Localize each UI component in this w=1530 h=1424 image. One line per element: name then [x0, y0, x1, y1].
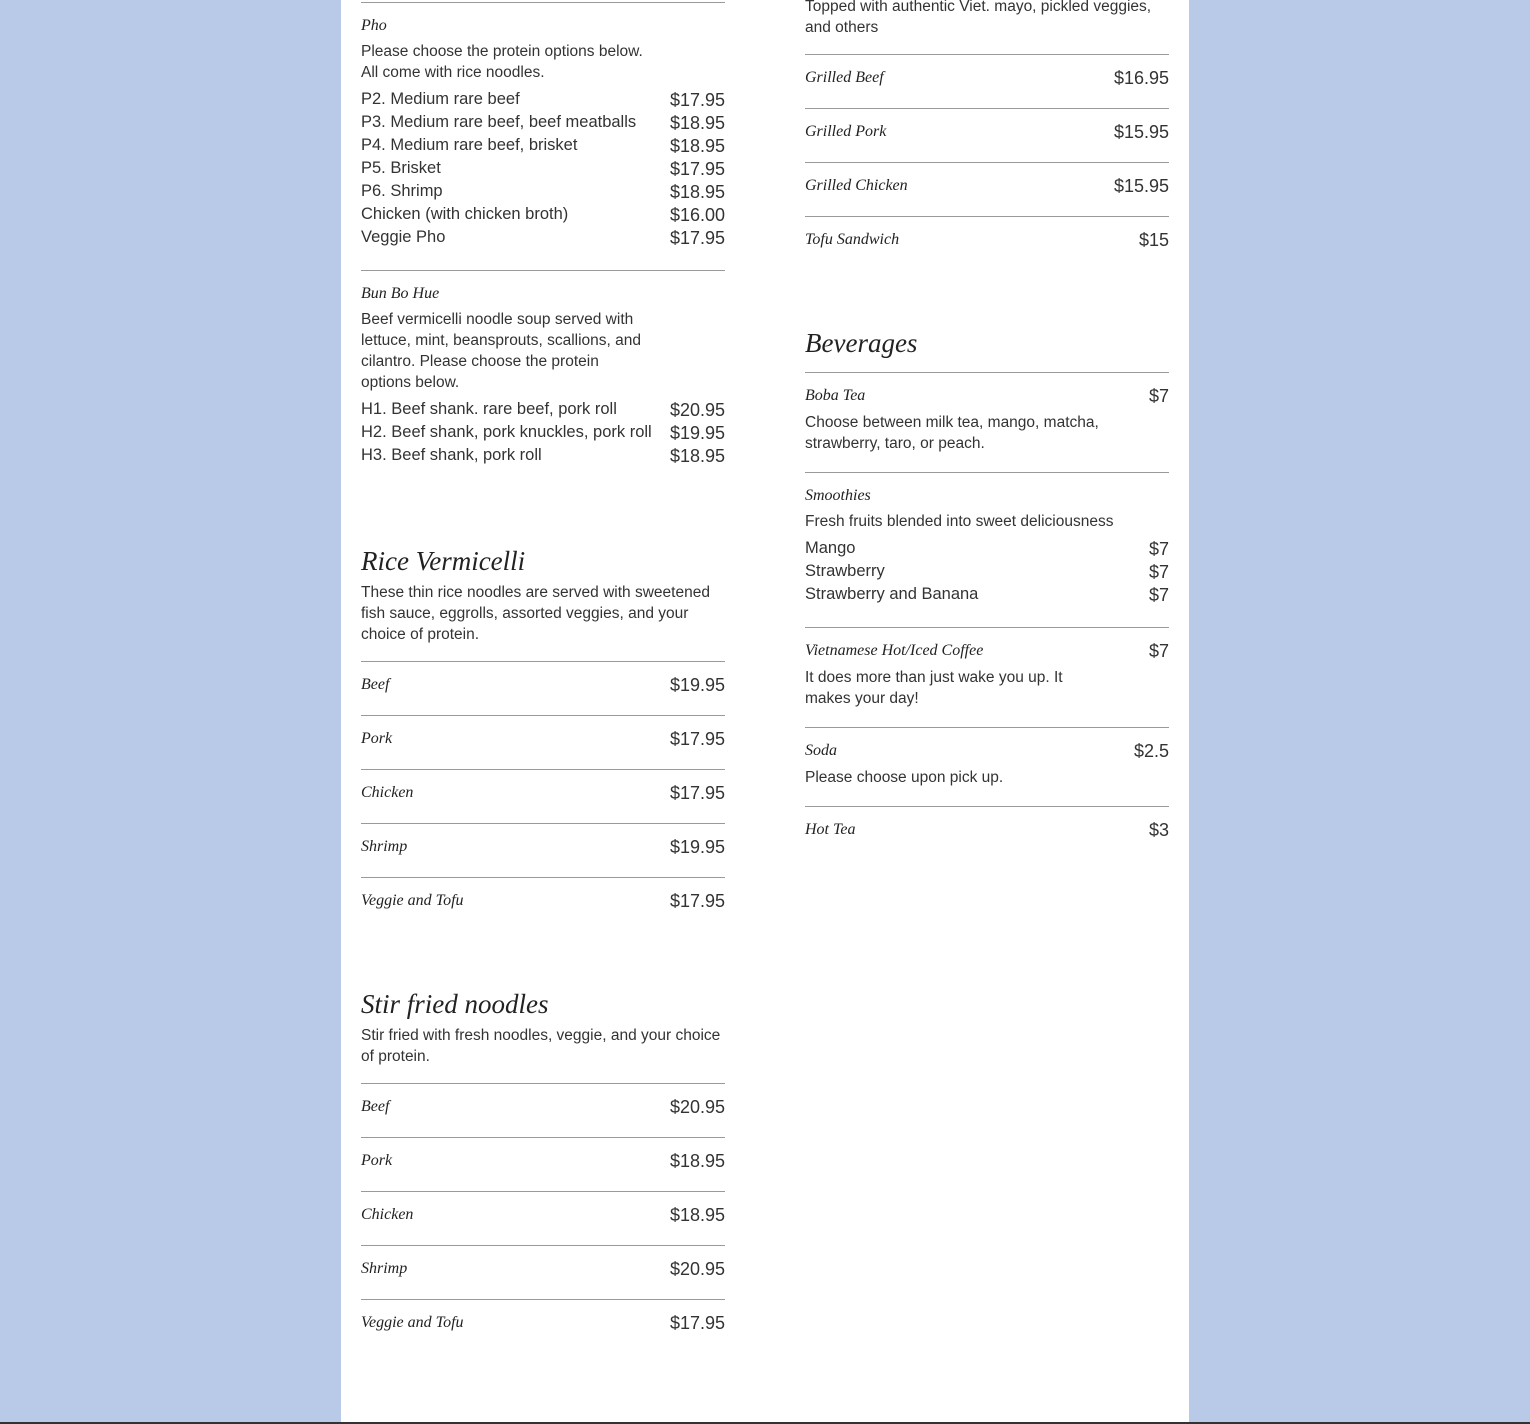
- menu-item-price: $17.95: [669, 1313, 725, 1333]
- option-price: $17.95: [669, 159, 725, 179]
- soda-price: $2.5: [1133, 741, 1169, 761]
- option-label: Strawberry and Banana: [805, 585, 979, 603]
- pho-option: [361, 228, 725, 251]
- hot-tea-price: $3: [1148, 820, 1169, 840]
- coffee-description: It does more than just wake you up. It makes your day!: [805, 669, 1063, 707]
- option-price: $19.95: [669, 423, 725, 443]
- option-price: $7: [1148, 539, 1169, 559]
- menu-item-name: Shrimp: [361, 838, 408, 855]
- menu-item-name: Grilled Chicken: [805, 177, 908, 194]
- menu-item-name: Beef: [361, 676, 390, 693]
- menu-item-price: $18.95: [669, 1205, 725, 1225]
- menu-item-price: $19.95: [669, 837, 725, 857]
- option-label: H2. Beef shank, pork knuckles, pork roll: [361, 423, 652, 441]
- divider: [361, 715, 725, 716]
- sandwich-description: Topped with authentic Viet. mayo, pickled veggies, and others: [805, 0, 1152, 36]
- divider: [805, 727, 1169, 728]
- menu-item-price: $15.95: [1113, 122, 1169, 142]
- beverages-title: Beverages: [805, 328, 918, 358]
- rice-vermicelli-description: These thin rice noodles are served with sweetened fish sauce, eggrolls, assorted veggies, and your choice of protein.: [361, 584, 710, 643]
- option-label: Chicken (with chicken broth): [361, 205, 569, 223]
- menu-item-name: Grilled Beef: [805, 69, 884, 86]
- menu-item-name: Beef: [361, 1098, 390, 1115]
- bun-bo-hue-description: Beef vermicelli noodle soup served with lettuce, mint, beansprouts, scallions, and cilantro. Please choose the protein options below.: [361, 311, 642, 391]
- option-label: P2. Medium rare beef: [361, 90, 520, 108]
- menu-item-name: Grilled Pork: [805, 123, 887, 140]
- option-price: $18.95: [669, 446, 725, 466]
- smoothie-option: [805, 585, 1169, 608]
- divider: [361, 769, 725, 770]
- pho-description: Please choose the protein options below. All come with rice noodles.: [361, 43, 643, 81]
- smoothie-option: [805, 562, 1169, 585]
- menu-item-price: $17.95: [669, 729, 725, 749]
- option-label: H1. Beef shank. rare beef, pork roll: [361, 400, 617, 418]
- menu-item-name: Veggie and Tofu: [361, 1314, 464, 1331]
- menu-item-price: $16.95: [1113, 68, 1169, 88]
- boba-tea-name: Boba Tea: [805, 387, 866, 404]
- soda-name: Soda: [805, 742, 837, 759]
- stir-fried-title: Stir fried noodles: [361, 989, 549, 1019]
- pho-option: [361, 159, 725, 182]
- menu-item-name: Veggie and Tofu: [361, 892, 464, 909]
- divider: [361, 1299, 725, 1300]
- menu-item-name: Shrimp: [361, 1260, 408, 1277]
- pho-option: [361, 205, 725, 228]
- option-label: P6. Shrimp: [361, 182, 443, 200]
- divider: [361, 2, 725, 3]
- coffee-name: Vietnamese Hot/Iced Coffee: [805, 642, 984, 659]
- menu-item-name: Pork: [361, 1152, 393, 1169]
- option-price: $18.95: [669, 182, 725, 202]
- option-label: H3. Beef shank, pork roll: [361, 446, 542, 464]
- option-price: $7: [1148, 562, 1169, 582]
- menu-item-name: Pork: [361, 730, 393, 747]
- boba-tea-price: $7: [1148, 386, 1169, 406]
- pho-name: Pho: [361, 17, 387, 34]
- menu-page: [341, 0, 1189, 1422]
- divider: [361, 1245, 725, 1246]
- smoothie-option: [805, 539, 1169, 562]
- bun-bo-hue-option: [361, 446, 725, 469]
- divider: [805, 372, 1169, 373]
- menu-item-name: Chicken: [361, 1206, 414, 1223]
- divider: [361, 1191, 725, 1192]
- option-price: $17.95: [669, 90, 725, 110]
- divider: [805, 108, 1169, 109]
- pho-option: [361, 90, 725, 113]
- divider: [805, 627, 1169, 628]
- divider: [361, 1137, 725, 1138]
- divider: [361, 1083, 725, 1084]
- menu-item-price: $17.95: [669, 783, 725, 803]
- menu-item-price: $15: [1138, 230, 1169, 250]
- option-price: $16.00: [669, 205, 725, 225]
- divider: [805, 806, 1169, 807]
- bun-bo-hue-option: [361, 400, 725, 423]
- pho-option: [361, 113, 725, 136]
- option-label: P5. Brisket: [361, 159, 441, 177]
- option-price: $18.95: [669, 113, 725, 133]
- option-label: Mango: [805, 539, 856, 557]
- menu-item-price: $18.95: [669, 1151, 725, 1171]
- smoothies-description: Fresh fruits blended into sweet deliciousness: [805, 513, 1114, 530]
- soda-description: Please choose upon pick up.: [805, 769, 1004, 786]
- boba-tea-description: Choose between milk tea, mango, matcha, strawberry, taro, or peach.: [805, 414, 1099, 452]
- option-label: P4. Medium rare beef, brisket: [361, 136, 578, 154]
- divider: [361, 823, 725, 824]
- menu-item-price: $20.95: [669, 1097, 725, 1117]
- menu-item-name: Chicken: [361, 784, 414, 801]
- rice-vermicelli-title: Rice Vermicelli: [361, 546, 526, 576]
- divider: [805, 472, 1169, 473]
- divider: [805, 54, 1169, 55]
- divider: [361, 877, 725, 878]
- menu-item-price: $19.95: [669, 675, 725, 695]
- hot-tea-name: Hot Tea: [805, 821, 856, 838]
- menu-item-price: $15.95: [1113, 176, 1169, 196]
- smoothies-name: Smoothies: [805, 487, 871, 504]
- option-price: $20.95: [669, 400, 725, 420]
- option-label: P3. Medium rare beef, beef meatballs: [361, 113, 637, 131]
- divider: [805, 162, 1169, 163]
- option-price: $17.95: [669, 228, 725, 248]
- bun-bo-hue-name: Bun Bo Hue: [361, 285, 440, 302]
- coffee-price: $7: [1148, 641, 1169, 661]
- pho-option: [361, 136, 725, 159]
- option-label: Veggie Pho: [361, 228, 446, 246]
- option-price: $7: [1148, 585, 1169, 605]
- divider: [361, 661, 725, 662]
- divider: [805, 216, 1169, 217]
- divider: [361, 270, 725, 271]
- pho-option: [361, 182, 725, 205]
- option-label: Strawberry: [805, 562, 885, 580]
- bun-bo-hue-option: [361, 423, 725, 446]
- option-price: $18.95: [669, 136, 725, 156]
- menu-item-price: $20.95: [669, 1259, 725, 1279]
- stir-fried-description: Stir fried with fresh noodles, veggie, and your choice of protein.: [361, 1027, 721, 1065]
- menu-item-price: $17.95: [669, 891, 725, 911]
- menu-item-name: Tofu Sandwich: [805, 231, 900, 248]
